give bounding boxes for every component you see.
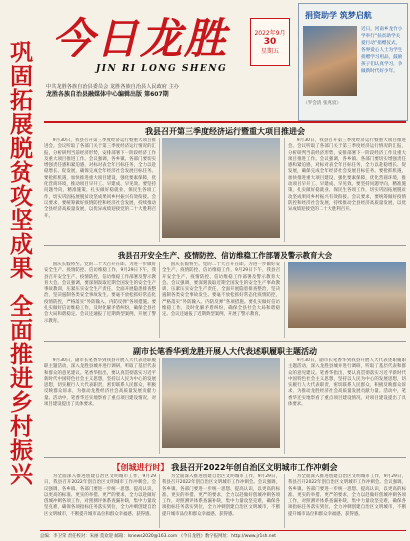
publisher-text: 龙胜各族自治县融媒体中心编辑出版: [46, 91, 143, 99]
slogan-bottom: 全面推进乡村振兴: [6, 294, 33, 486]
date-week: 星期五: [260, 47, 279, 55]
column-divider: [159, 262, 160, 338]
article-divider: [44, 341, 406, 342]
article-4-col-1: [44, 474, 156, 528]
article-2-col-1: [44, 262, 156, 338]
promo-text: 近日，河南乡龙竹小学举行“扶贫助学关爱行动”捐赠仪式，各界爱心人士为学生捐赠学习用品，鼓励孩子们认真学习，争做新时代好少年。: [361, 27, 403, 74]
article-4-title: 我县召开2022年创自治区文明城市工作冲刺会: [171, 463, 338, 472]
article-1-col-1: [44, 138, 156, 242]
article-2-text-cont: 国庆长假将至。党的二十大召开在即。为进一步做好安全生产、疫情防控、信访维稳工作，9月29日下午，我县召开安全生产、疫情防控、信访维稳工作部署及警示教育大会。会议强调，要深刻汲取近期全国发生的安全生产事故教训，压紧压实安全生产责任，全面开展隐患排查整治，坚决遏制各类安全事故发生。要毫不放松抓好常态化疫情防控，严格落实“外防输入、内防反弹”各项措施。要扎实做好信访维稳工作，及时化解矛盾纠纷，确保全县社会大局和谐稳定。会议还通报了近期典型案例，开展了警示教育。: [162, 262, 280, 318]
article-1-text: 9月30日，我县召开第三季度经济运行暨重大项目推进会。会议听取了各部门关于第三季度经济运行情况的汇报，分析研判当前经济形势，安排部署下一阶段经济工作及重大项目推进工作。会议强调，各乡镇、各部门要切实增强责任感和紧迫感，对标对表全年目标任务，全力以赴稳增长、促发展，确保完成全年经济社会发展目标任务。要抢抓机遇，加快推进重大项目建设，强化要素保障，优化营商环境，推动项目早开工、早建成、早见效。要坚持问题导向，精准施策，扎实做好稳就业、保民生各项工作，切实巩固拓展脱贫攻坚成果同乡村振兴有效衔接。会议要求，要统筹做好疫情防控和经济社会发展，持续推动全县经济高质量发展，以优异成绩迎接党的二十大胜利召开。: [44, 138, 156, 219]
article-4-text-cont: 为全面深入推进创建自治区文明城市工作，9月29日，我县召开2022年创自治区文明城市工作冲刺会。会议强调，各乡镇、各部门要进一步统一思想、提高认识，以更高的标准、更实的举措、更严的要求，全力以赴做好创城冲刺各项工作，对照测评体系查漏补缺，集中力量攻坚克难，确保各项指标任务落实到位，全力冲刺创建自治区文明城市，不断提升城市品位和群众幸福感、获得感。: [162, 474, 280, 517]
side-slogan: [4, 40, 34, 510]
article-4-col-3: [288, 474, 406, 528]
article-2-col-2: [162, 262, 280, 338]
article-divider: [44, 245, 406, 246]
article-divider: [44, 457, 406, 458]
masthead-logo: [46, 6, 242, 76]
date-year: 2022年9月: [254, 29, 286, 37]
article-2-title: 我县召开安全生产、疫情防控、信访维稳工作部署及警示教育大会: [117, 251, 333, 260]
column-divider: [284, 138, 285, 242]
column-divider: [284, 262, 285, 338]
promo-title: 捐资助学 筑梦启航: [305, 11, 372, 20]
masthead-sponsor: 中共龙胜各族自治县委员会 龙胜各族自治县人民政府 主办: [46, 84, 179, 90]
article-1-col-2: [288, 138, 406, 242]
issue-number: 第607期: [144, 91, 169, 99]
column-divider: [284, 474, 285, 528]
article-3-text: 9月30日，副市长笔香华到我县开展人大代表述职履职主题活动，深入龙胜县城并进行调研，听取了基层代表和群众的意见建议。笔香华指出，要认真贯彻落实习近平新时代中国特色社会主义思想，坚持以人民为中心的发展思想，切实履行人大代表职责，密切联系人民群众，积极反映群众诉求，为推动龙胜经济社会高质量发展贡献力量。活动中，笔香华还实地察看了重点项目建设情况，对项目建设提出了具体要求。: [44, 358, 156, 408]
column-divider: [159, 358, 160, 454]
article-4-text: 为全面深入推进创建自治区文明城市工作，9月29日，我县召开2022年创自治区文明城市工作冲刺会。会议强调，各乡镇、各部门要进一步统一思想、提高认识，以更高的标准、更实的举措、更严的要求，全力以赴做好创城冲刺各项工作，对照测评体系查漏补缺，集中力量攻坚克难，确保各项指标任务落实到位，全力冲刺创建自治区文明城市，不断提升城市品位和群众幸福感、获得感。: [44, 474, 156, 517]
article-3-photo: [162, 358, 280, 448]
article-4-col-2: [162, 474, 280, 528]
masthead-title: 今日龙胜: [52, 14, 229, 63]
masthead-info: [46, 84, 286, 99]
article-1-photo: [162, 138, 280, 238]
article-3-col-2: [288, 358, 406, 454]
masthead-rule: [44, 121, 406, 123]
page-footer: 总编：李卫荣 责任校对：朱丽 莫欢迎 邮箱：lsnews2020@163.com 《今日龙胜》数字报网址：http://www.jr1sh.net: [40, 530, 406, 539]
date-box: [250, 18, 290, 66]
article-2-text: 国庆长假将至。党的二十大召开在即。为进一步做好安全生产、疫情防控、信访维稳工作，9月29日下午，我县召开安全生产、疫情防控、信访维稳工作部署及警示教育大会。会议强调，要深刻汲取近期全国发生的安全生产事故教训，压紧压实安全生产责任，全面开展隐患排查整治，坚决遏制各类安全事故发生。要毫不放松抓好常态化疫情防控，严格落实“外防输入、内防反弹”各项措施。要扎实做好信访维稳工作，及时化解矛盾纠纷，确保全县社会大局和谐稳定。会议还通报了近期典型案例，开展了警示教育。: [44, 262, 156, 324]
article-4-text-end: 为全面深入推进创建自治区文明城市工作，9月29日，我县召开2022年创自治区文明城市工作冲刺会。会议强调，各乡镇、各部门要进一步统一思想、提高认识，以更高的标准、更实的举措、更严的要求，全力以赴做好创城冲刺各项工作，对照测评体系查漏补缺，集中力量攻坚克难，确保各项指标任务落实到位，全力冲刺创建自治区文明城市，不断提升城市品位和群众幸福感、获得感。: [288, 474, 406, 517]
article-3-title: 副市长笔香华到龙胜开展人大代表述职履职主题活动: [133, 347, 317, 356]
masthead-pinyin: JIN RI LONG SHENG: [96, 64, 228, 74]
article-1-text-cont: 9月30日，我县召开第三季度经济运行暨重大项目推进会。会议听取了各部门关于第三季度经济运行情况的汇报，分析研判当前经济形势，安排部署下一阶段经济工作及重大项目推进工作。会议强调，各乡镇、各部门要切实增强责任感和紧迫感，对标对表全年目标任务，全力以赴稳增长、促发展，确保完成全年经济社会发展目标任务。要抢抓机遇，加快推进重大项目建设，强化要素保障，优化营商环境，推动项目早开工、早建成、早见效。要坚持问题导向，精准施策，扎实做好稳就业、保民生各项工作，切实巩固拓展脱贫攻坚成果同乡村振兴有效衔接。会议要求，要统筹做好疫情防控和经济社会发展，持续推动全县经济高质量发展，以优异成绩迎接党的二十大胜利召开。: [288, 138, 406, 213]
column-divider: [284, 358, 285, 454]
article-1-title: 我县召开第三季度经济运行暨重大项目推进会: [145, 127, 305, 136]
article-2-photo: [288, 262, 406, 328]
masthead-publisher: [46, 91, 286, 98]
article-4-heading: [44, 462, 406, 473]
article-3-col-1: [44, 358, 156, 454]
column-divider: [159, 474, 160, 528]
promo-box: [298, 3, 408, 121]
article-4-tag: 【创城进行时】: [112, 463, 169, 472]
date-day: 30: [263, 36, 277, 47]
article-3-text-cont: 9月30日，副市长笔香华到我县开展人大代表述职履职主题活动，深入龙胜县城并进行调研，听取了基层代表和群众的意见建议。笔香华指出，要认真贯彻落实习近平新时代中国特色社会主义思想，坚持以人民为中心的发展思想，切实履行人大代表职责，密切联系人民群众，积极反映群众诉求，为推动龙胜经济社会高质量发展贡献力量。活动中，笔香华还实地察看了重点项目建设情况，对项目建设提出了具体要求。: [288, 358, 406, 408]
slogan-top: 巩固拓展脱贫攻坚成果: [6, 40, 33, 280]
promo-photo: [303, 26, 357, 96]
column-divider: [159, 138, 160, 242]
promo-caption: （罗会清 张兆宸）: [303, 101, 342, 106]
